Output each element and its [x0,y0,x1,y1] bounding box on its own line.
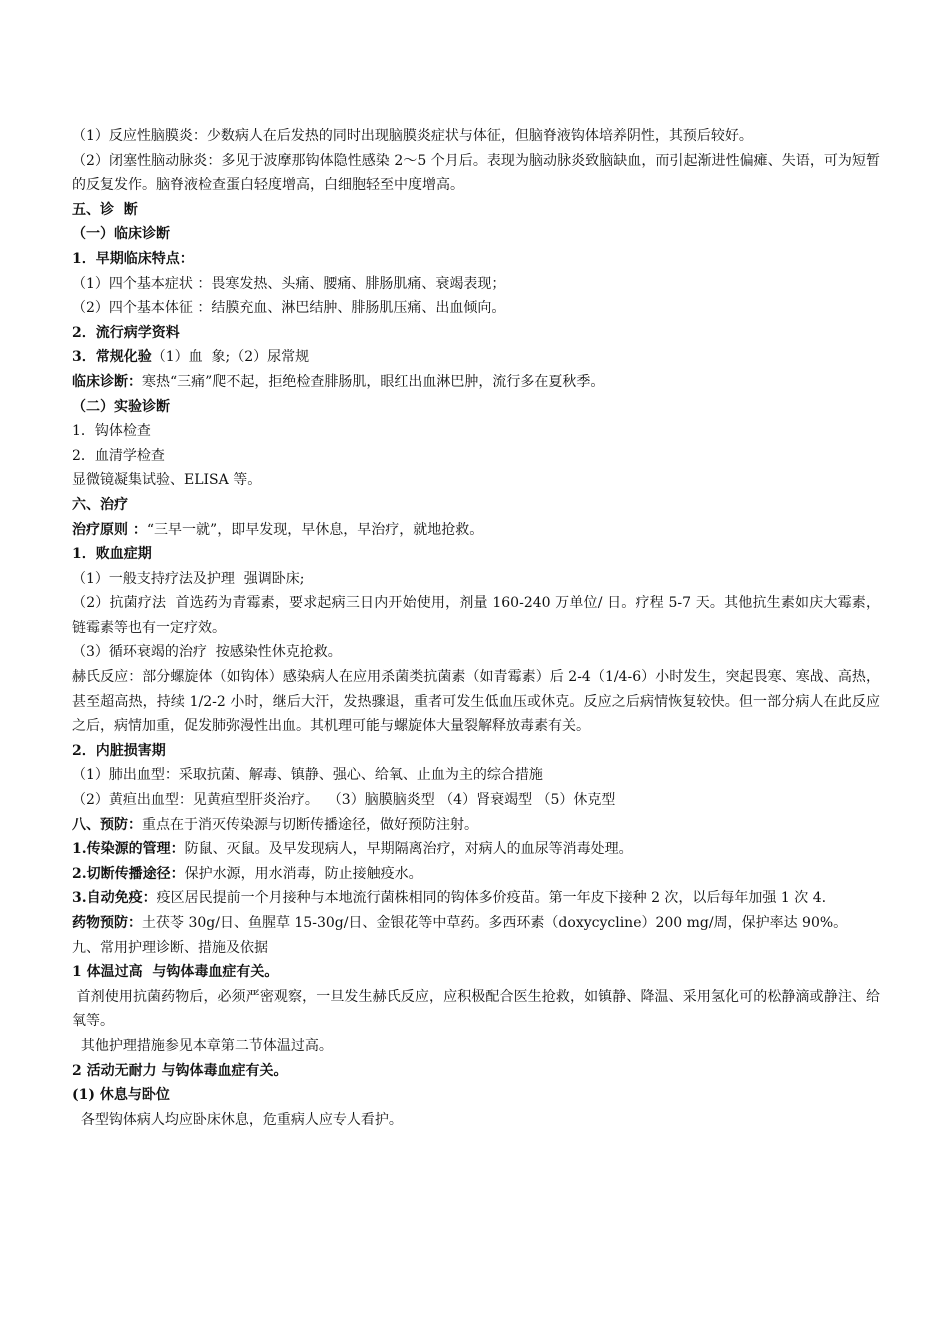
paragraph [72,345,880,370]
paragraph [72,862,880,887]
paragraph-text: （2）黄疸出血型：见黄疸型肝炎治疗。 （3）脑膜脑炎型 （4）肾衰竭型 （5）休克型 [72,792,616,809]
paragraph [72,837,880,862]
bold-heading: 六、治疗 [72,496,128,513]
bold-heading: （一）临床诊断 [72,226,170,243]
bold-heading: 3.自动免疫： [72,890,157,907]
paragraph-text: 九、常用护理诊断、措施及依据 [72,939,268,956]
paragraph [72,198,880,223]
paragraph [72,591,880,640]
paragraph [72,518,880,543]
bold-heading: 药物预防： [72,915,142,931]
paragraph-text: （1）四个基本症状 ：畏寒发热、头痛、腰痛、腓肠肌痛、衰竭表现； [72,275,506,292]
paragraph [72,493,880,518]
paragraph [72,788,880,813]
paragraph [72,149,880,198]
paragraph-text: 显微镜凝集试验、ELISA 等。 [72,472,262,489]
bold-heading: （二）实验诊断 [72,398,170,415]
paragraph [72,444,880,469]
bold-heading: 临床诊断： [72,373,142,390]
paragraph-text: 其他护理措施参见本章第二节体温过高。 [72,1037,333,1054]
paragraph [72,886,880,911]
bold-heading: 3．常规化验 [72,349,152,366]
paragraph [72,1059,880,1084]
paragraph-text: 防鼠、灭鼠。及早发现病人，早期隔离治疗，对病人的血尿等消毒处理。 [184,841,633,858]
paragraph-text: 寒热“三痛”爬不起，拒绝检查腓肠肌，眼红出血淋巴肿，流行多在夏秋季。 [142,373,605,390]
paragraph [72,739,880,764]
paragraph [72,272,880,297]
bold-heading: (1) 休息与卧位 [72,1087,170,1104]
paragraph [72,222,880,247]
paragraph-text: （1）肺出血型：采取抗菌、解毒、镇静、强心、给氧、止血为主的综合措施 [72,767,543,784]
bold-heading: 1．败血症期 [72,546,152,563]
paragraph [72,1108,880,1133]
bold-heading: 1．早期临床特点： [72,250,194,267]
paragraph-text: 各型钩体病人均应卧床休息，危重病人应专人看护。 [72,1111,403,1128]
paragraph [72,665,880,739]
bold-heading: 2．内脏损害期 [72,742,166,759]
paragraph-text: 土茯苓 30g/日、鱼腥草 15-30g/日、金银花等中草药。多西环素（doxycycline）200 mg/周，保护率达 90%。 [142,915,848,931]
bold-heading: 治疗原则 ： [72,521,147,538]
paragraph [72,542,880,567]
paragraph-text: （2）四个基本体征 ：结膜充血、淋巴结肿、腓肠肌压痛、出血倾向。 [72,300,506,317]
paragraph-text: “三早一就”，即早发现，早休息，早治疗，就地抢救。 [146,521,484,538]
bold-heading: 五、诊 断 [72,201,138,218]
paragraph [72,1083,880,1108]
paragraph-text: 赫氏反应：部分螺旋体（如钩体）感染病人在应用杀菌类抗菌素（如青霉素）后 2-4（1/4-6）小时发生，突起畏寒、寒战、高热，甚至超高热，持续 1/2-2 小时，继后大汗，发热骤退，重者可发生低血压或休克。反应之后病情恢复较快。但一部分病人在此反应之后，病情加重，促发肺弥漫性出血。其机理可能与螺旋体大量裂解释放毒素有关。 [72,669,880,735]
paragraph-text: 首剂使用抗菌药物后，必须严密观察，一旦发生赫氏反应，应积极配合医生抢救，如镇静、降温、采用氢化可的松静滴或静注、给氧等。 [72,988,881,1030]
paragraph [72,296,880,321]
paragraph [72,468,880,493]
paragraph-text: （2）闭塞性脑动脉炎：多见于波摩那钩体隐性感染 2～5 个月后。表现为脑动脉炎致脑缺血，而引起渐进性偏瘫、失语，可为短暂的反复发作。脑脊液检查蛋白轻度增高，白细胞轻至中度增高。 [72,152,880,194]
bold-heading: 1 体温过高 与钩体毒血症有关。 [72,964,279,981]
paragraph-text: （1）一般支持疗法及护理 强调卧床; [72,570,305,587]
paragraph-text: （3）循环衰竭的治疗 按感染性休克抢救。 [72,644,342,661]
bold-heading: 八、预防： [72,816,142,833]
paragraph-text: 疫区居民提前一个月接种与本地流行菌株相同的钩体多价疫苗。第一年皮下接种 2 次，以后每年加强 1 次 4. [156,890,827,907]
paragraph [72,419,880,444]
paragraph [72,813,880,838]
paragraph-text: 2．血清学检查 [72,447,165,464]
bold-heading: 2 活动无耐力 与钩体毒血症有关。 [72,1062,288,1079]
paragraph [72,763,880,788]
paragraph-text: （2）抗菌疗法 首选药为青霉素，要求起病三日内开始使用，剂量 160-240 万单位/ 日。疗程 5-7 天。其他抗生素如庆大霉素，链霉素等也有一定疗效。 [72,595,880,636]
paragraph [72,960,880,985]
paragraph [72,567,880,592]
paragraph [72,936,880,961]
paragraph [72,124,880,149]
paragraph [72,640,880,665]
paragraph-text: 重点在于消灭传染源与切断传播途径，做好预防注射。 [142,816,478,833]
paragraph-text: 保护水源，用水消毒，防止接触疫水。 [184,865,423,882]
paragraph-text: 1．钩体检查 [72,423,151,440]
bold-heading: 2.切断传播途径： [72,865,185,882]
bold-heading: 2．流行病学资料 [72,324,180,341]
paragraph [72,321,880,346]
paragraph [72,247,880,272]
paragraph-text: （1）血 象;（2）尿常规 [151,349,310,366]
bold-heading: 1.传染源的管理： [72,841,185,858]
paragraph [72,395,880,420]
document-page [72,124,880,1132]
paragraph [72,911,880,936]
paragraph-text: （1）反应性脑膜炎：少数病人在后发热的同时出现脑膜炎症状与体征，但脑脊液钩体培养阴性，其预后较好。 [72,128,753,144]
paragraph [72,370,880,395]
paragraph [72,1034,880,1059]
paragraph [72,985,880,1034]
